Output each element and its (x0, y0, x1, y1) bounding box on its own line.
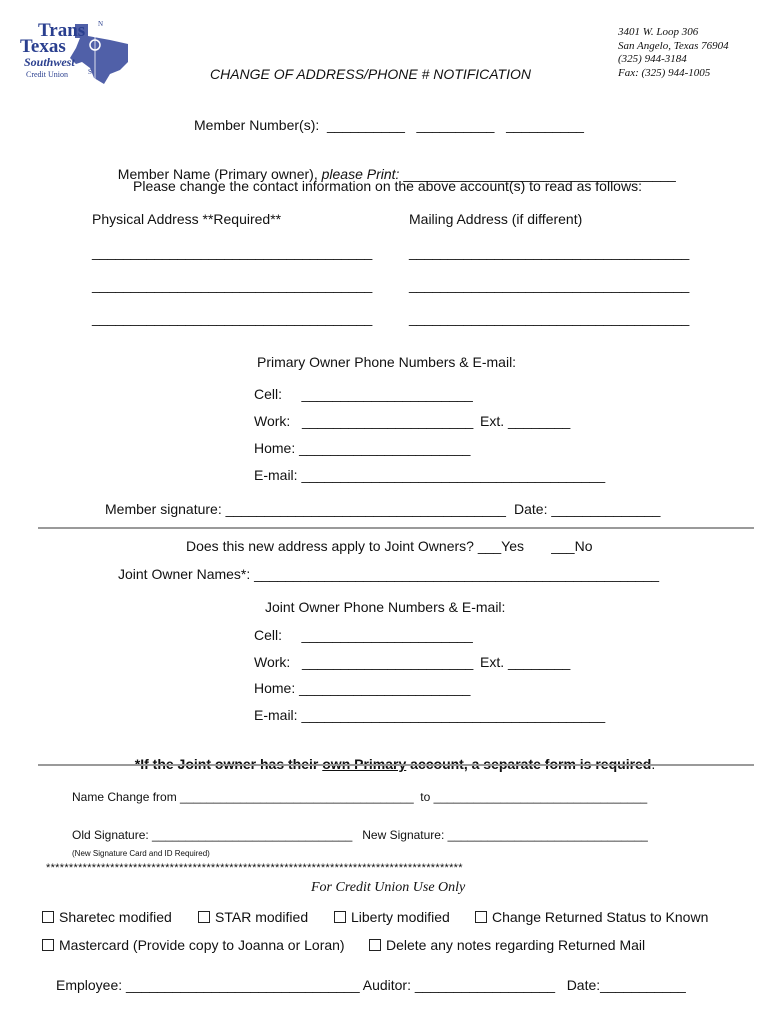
checkbox-icon[interactable] (42, 911, 54, 923)
check-mastercard[interactable] (42, 937, 345, 953)
check-sharetec[interactable] (42, 909, 172, 925)
employee-auditor-date-field[interactable]: Employee: ______________________________ Auditor: __________________ Date:___________ (56, 977, 686, 993)
checkbox-icon[interactable] (42, 939, 54, 951)
joint-phone-heading: Joint Owner Phone Numbers & E-mail: (265, 599, 506, 615)
check-star-label: STAR modified (215, 909, 309, 925)
member-name-label: Member Name (Primary owner), (117, 166, 322, 182)
checkbox-icon[interactable] (198, 911, 210, 923)
joint-note-prefix: *If the Joint owner has their (134, 756, 323, 772)
logo-texas-text: Texas (20, 36, 66, 57)
logo-compass-n: N (98, 20, 104, 28)
joint-note-suffix: account, a separate form is required (406, 756, 652, 772)
primary-ext-field[interactable]: Ext. ________ (480, 413, 571, 429)
primary-work-field[interactable]: Work: ______________________ (254, 413, 474, 429)
joint-email-field[interactable]: E-mail: _______________________________________ (254, 707, 606, 723)
mailing-address-label: Mailing Address (if different) (409, 211, 583, 227)
check-liberty[interactable] (334, 909, 450, 925)
credit-union-logo (20, 18, 132, 88)
logo-southwest-text: Southwest (24, 55, 75, 69)
joint-cell-field[interactable]: Cell: ______________________ (254, 627, 473, 643)
physical-address-line-3[interactable]: ____________________________________ (92, 310, 373, 326)
physical-address-line-2[interactable]: ____________________________________ (92, 277, 373, 293)
logo-trans-text: Trans (38, 20, 86, 41)
name-change-field[interactable]: Name Change from ___________________________________ to ________________________________ (72, 790, 648, 804)
joint-home-field[interactable]: Home: ______________________ (254, 680, 471, 696)
primary-email-field[interactable]: E-mail: _______________________________________ (254, 467, 606, 483)
check-delete-notes-label: Delete any notes regarding Returned Mail (386, 937, 646, 953)
address-line-4: Fax: (325) 944-1005 (618, 66, 711, 79)
primary-phone-heading: Primary Owner Phone Numbers & E-mail: (257, 354, 517, 370)
check-delete-notes[interactable] (369, 937, 645, 953)
star-divider: ******************************************************************************************* (46, 862, 463, 874)
checkbox-icon[interactable] (475, 911, 487, 923)
primary-cell-field[interactable]: Cell: ______________________ (254, 386, 473, 402)
joint-names-field[interactable]: Joint Owner Names*: ____________________________________________________ (118, 566, 660, 582)
check-liberty-label: Liberty modified (351, 909, 450, 925)
office-use-heading: For Credit Union Use Only (311, 880, 466, 895)
check-returned-status-label: Change Returned Status to Known (492, 909, 709, 925)
check-sharetec-label: Sharetec modified (59, 909, 172, 925)
check-returned-status[interactable] (475, 909, 708, 925)
mailing-address-line-3[interactable]: ____________________________________ (409, 310, 690, 326)
address-line-3: (325) 944-3184 (618, 53, 687, 65)
primary-home-field[interactable]: Home: ______________________ (254, 440, 471, 456)
form-title: CHANGE OF ADDRESS/PHONE # NOTIFICATION (210, 66, 532, 82)
physical-address-label: Physical Address **Required** (92, 211, 282, 227)
logo-compass-s: S (88, 68, 92, 76)
member-name-print: please Print: (321, 166, 400, 182)
section-divider-2 (38, 764, 754, 766)
section-divider-1 (38, 527, 754, 529)
joint-work-field[interactable]: Work: ______________________ (254, 654, 474, 670)
joint-ext-field[interactable]: Ext. ________ (480, 654, 571, 670)
instruction-text: Please change the contact information on the above account(s) to read as follows: (133, 178, 642, 194)
checkbox-icon[interactable] (369, 939, 381, 951)
member-numbers-field[interactable]: Member Number(s): __________ __________ __________ (194, 117, 584, 133)
member-name-line[interactable]: ___________________________________ (399, 166, 676, 182)
member-signature-field[interactable]: Member signature: ____________________________________ (105, 501, 506, 517)
address-line-2: San Angelo, Texas 76904 (618, 39, 729, 52)
member-date-field[interactable]: Date: ______________ (514, 501, 661, 517)
check-mastercard-label: Mastercard (Provide copy to Joanna or Loran) (59, 937, 345, 953)
address-block (618, 26, 729, 80)
physical-address-line-1[interactable]: ____________________________________ (92, 244, 373, 260)
signature-change-field[interactable]: Old Signature: ______________________________ New Signature: ______________________________ (72, 828, 648, 842)
signature-card-note: (New Signature Card and ID Required) (72, 849, 210, 858)
check-star[interactable] (198, 909, 308, 925)
joint-note-underlined: own Primary (322, 756, 407, 772)
joint-question[interactable]: Does this new address apply to Joint Owners? ___Yes ___No (186, 538, 593, 554)
joint-note-period: . (651, 756, 656, 772)
mailing-address-line-2[interactable]: ____________________________________ (409, 277, 690, 293)
logo-credit-union-text: Credit Union (26, 70, 68, 79)
mailing-address-line-1[interactable]: ____________________________________ (409, 244, 690, 260)
address-line-1: 3401 W. Loop 306 (618, 26, 699, 38)
checkbox-icon[interactable] (334, 911, 346, 923)
joint-owner-note (127, 740, 655, 772)
